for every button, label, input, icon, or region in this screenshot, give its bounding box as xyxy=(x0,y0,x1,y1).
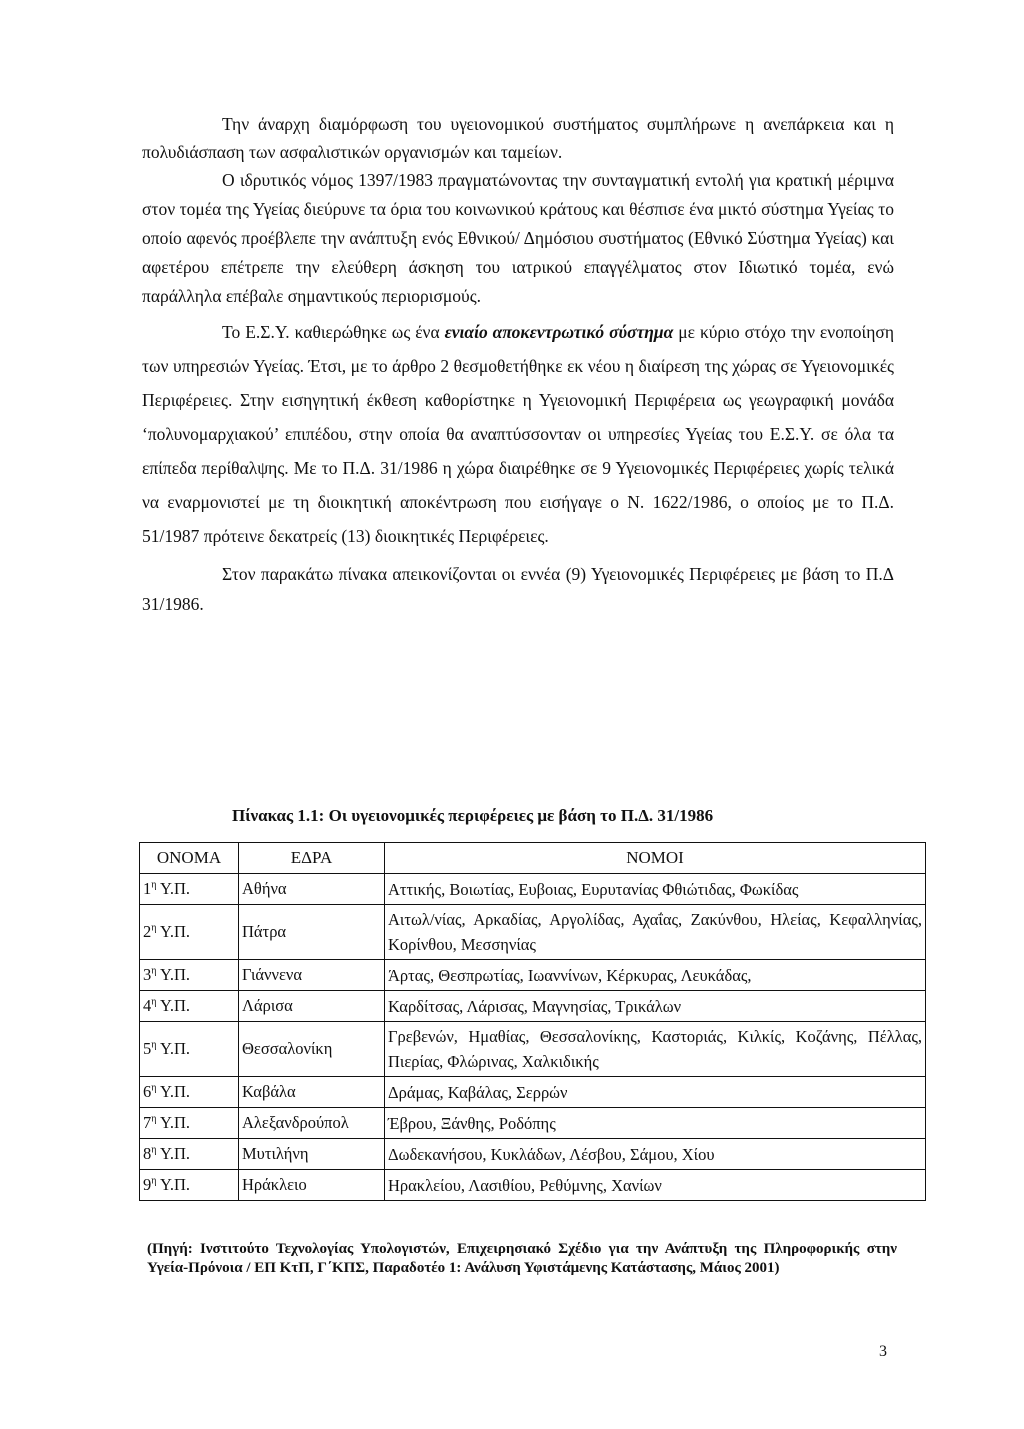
region-prefectures: Έβρου, Ξάνθης, Ροδόπης xyxy=(385,1108,926,1139)
region-prefectures: Αττικής, Βοιωτίας, Ευβοιας, Ευρυτανίας Φθιώτιδας, Φωκίδας xyxy=(385,874,926,905)
region-seat: Ηράκλειο xyxy=(239,1170,385,1201)
region-number: 6 xyxy=(143,1082,152,1101)
region-number: 8 xyxy=(143,1144,152,1163)
region-number: 2 xyxy=(143,922,152,941)
region-name xyxy=(140,960,239,991)
region-name xyxy=(140,1077,239,1108)
table-row xyxy=(140,1170,926,1201)
region-prefectures: Καρδίτσας, Λάρισας, Μαγνησίας, Τρικάλων xyxy=(385,991,926,1022)
region-number: 4 xyxy=(143,996,152,1015)
region-seat: Μυτιλήνη xyxy=(239,1139,385,1170)
region-suffix: Υ.Π. xyxy=(156,922,191,941)
source-note: (Πηγή: Ινστιτούτο Τεχνολογίας Υπολογιστών, Επιχειρησιακό Σχέδιο για την Ανάπτυξη της Πληροφορικής στην Υγεία-Πρόνοια / ΕΠ ΚτΠ, Γ΄ΚΠΣ, Παραδοτέο 1: Ανάλυση Υφιστάμενης Κατάστασης, Μάιος 2001) xyxy=(147,1241,897,1276)
paragraph-1: Την άναρχη διαμόρφωση του υγειονομικού συστήματος συμπλήρωνε η ανεπάρκεια και η πολυδιάσπαση των ασφαλιστικών οργανισμών και ταμείων. xyxy=(142,114,894,162)
region-prefectures: Άρτας, Θεσπρωτίας, Ιωαννίνων, Κέρκυρας, Λευκάδας, xyxy=(385,960,926,991)
region-prefectures: Γρεβενών, Ημαθίας, Θεσσαλονίκης, Καστοριάς, Κιλκίς, Κοζάνης, Πέλλας, Πιερίας, Φλώρινας, Χαλκιδικής xyxy=(385,1022,926,1077)
paragraph-4: Στον παρακάτω πίνακα απεικονίζονται οι εννέα (9) Υγειονομικές Περιφέρειες με βάση το Π.Δ 31/1986. xyxy=(142,564,894,614)
region-number: 1 xyxy=(143,879,152,898)
region-prefectures: Δράμας, Καβάλας, Σερρών xyxy=(385,1077,926,1108)
region-number: 5 xyxy=(143,1039,152,1058)
region-name xyxy=(140,1108,239,1139)
region-ordinal: η xyxy=(151,879,157,891)
region-seat: Καβάλα xyxy=(239,1077,385,1108)
region-prefectures: Αιτωλ/νίας, Αρκαδίας, Αργολίδας, Αχαΐας, Ζακύνθου, Ηλείας, Κεφαλληνίας, Κορίνθου, Μεσσηνίας xyxy=(385,905,926,960)
region-suffix: Υ.Π. xyxy=(156,965,191,984)
paragraph-3-text-c: με κύριο στόχο την ενοποίηση των υπηρεσιών Υγείας. Έτσι, με το άρθρο 2 θεσμοθετήθηκε εκ νέου η διαίρεση της χώρας σε Υγειονομικές Περιφέρειες. Στην εισηγητική έκθεση καθορίστηκε η Υγειονομική Περιφέρεια ως γεωγραφική μονάδα ‘πολυνομαρχιακού’ επιπέδου, στην οποία θα αναπτύσσονταν οι υπηρεσίες Υγείας του Ε.Σ.Υ. σε όλα τα επίπεδα περίθαλψης. Με το Π.Δ. 31/1986 η χώρα διαιρέθηκε σε 9 Υγειονομικές Περιφέρειες χωρίς τελικά να εναρμονιστεί με τη διοικητική αποκέντρωση που εισήγαγε ο Ν. 1622/1986, ο οποίος με το Π.Δ. 51/1987 πρότεινε δεκατρείς (13) διοικητικές Περιφέρειες. xyxy=(142,322,894,546)
region-name xyxy=(140,905,239,960)
region-name xyxy=(140,1139,239,1170)
region-number: 7 xyxy=(143,1113,152,1132)
page-number: 3 xyxy=(879,1343,887,1360)
region-prefectures: Δωδεκανήσου, Κυκλάδων, Λέσβου, Σάμου, Χίου xyxy=(385,1139,926,1170)
region-number: 3 xyxy=(143,965,152,984)
table-row xyxy=(140,905,926,960)
table-row xyxy=(140,1022,926,1077)
region-suffix: Υ.Π. xyxy=(156,879,191,898)
region-ordinal: η xyxy=(151,922,157,934)
region-ordinal: η xyxy=(151,996,157,1008)
region-suffix: Υ.Π. xyxy=(156,996,191,1015)
paragraph-2: Ο ιδρυτικός νόμος 1397/1983 πραγματώνοντας την συνταγματική εντολή για κρατική μέριμνα στον τομέα της Υγείας διεύρυνε τα όρια του κοινωνικού κράτους και θέσπισε ένα μικτό σύστημα Υγείας το οποίο αφενός προέβλεπε την ανάπτυξη ενός Εθνικού/ Δημόσιου συστήματος (Εθνικό Σύστημα Υγείας) και αφετέρου επέτρεπε την ελεύθερη άσκηση του ιατρικού επαγγέλματος στον Ιδιωτικό τομέα, ενώ παράλληλα επέβαλε σημαντικούς περιορισμούς. xyxy=(142,170,894,306)
header-name: ΟΝΟΜΑ xyxy=(140,843,239,874)
region-ordinal: η xyxy=(151,1144,157,1156)
header-prefectures: ΝΟΜΟΙ xyxy=(385,843,926,874)
region-name xyxy=(140,874,239,905)
table-row xyxy=(140,1139,926,1170)
header-seat: ΕΔΡΑ xyxy=(239,843,385,874)
region-seat: Πάτρα xyxy=(239,905,385,960)
paragraph-3-text-a: Το Ε.Σ.Υ. καθιερώθηκε ως ένα xyxy=(222,322,445,342)
region-ordinal: η xyxy=(151,965,157,977)
region-name xyxy=(140,1170,239,1201)
region-ordinal: η xyxy=(151,1175,157,1187)
paragraph-3 xyxy=(142,315,894,553)
region-suffix: Υ.Π. xyxy=(156,1175,191,1194)
region-number: 9 xyxy=(143,1175,152,1194)
document-body xyxy=(142,110,894,619)
region-seat: Αθήνα xyxy=(239,874,385,905)
region-seat: Αλεξανδρούπολ xyxy=(239,1108,385,1139)
table-row xyxy=(140,991,926,1022)
table-row xyxy=(140,1077,926,1108)
region-ordinal: η xyxy=(151,1113,157,1125)
region-seat: Λάρισα xyxy=(239,991,385,1022)
region-name xyxy=(140,1022,239,1077)
region-suffix: Υ.Π. xyxy=(156,1113,191,1132)
region-suffix: Υ.Π. xyxy=(156,1082,191,1101)
paragraph-3-emphasis: ενιαίο αποκεντρωτικό σύστημα xyxy=(444,322,674,342)
health-regions-table xyxy=(139,842,926,1201)
region-ordinal: η xyxy=(151,1082,157,1094)
region-ordinal: η xyxy=(151,1039,157,1051)
table-row xyxy=(140,960,926,991)
region-seat: Γιάννενα xyxy=(239,960,385,991)
region-suffix: Υ.Π. xyxy=(156,1039,191,1058)
table-header-row xyxy=(140,843,926,874)
region-suffix: Υ.Π. xyxy=(156,1144,191,1163)
region-name xyxy=(140,991,239,1022)
table-row xyxy=(140,874,926,905)
table-row xyxy=(140,1108,926,1139)
region-prefectures: Ηρακλείου, Λασιθίου, Ρεθύμνης, Χανίων xyxy=(385,1170,926,1201)
region-seat: Θεσσαλονίκη xyxy=(239,1022,385,1077)
table-caption: Πίνακας 1.1: Οι υγειονομικές περιφέρειες με βάση το Π.Δ. 31/1986 xyxy=(232,806,714,825)
